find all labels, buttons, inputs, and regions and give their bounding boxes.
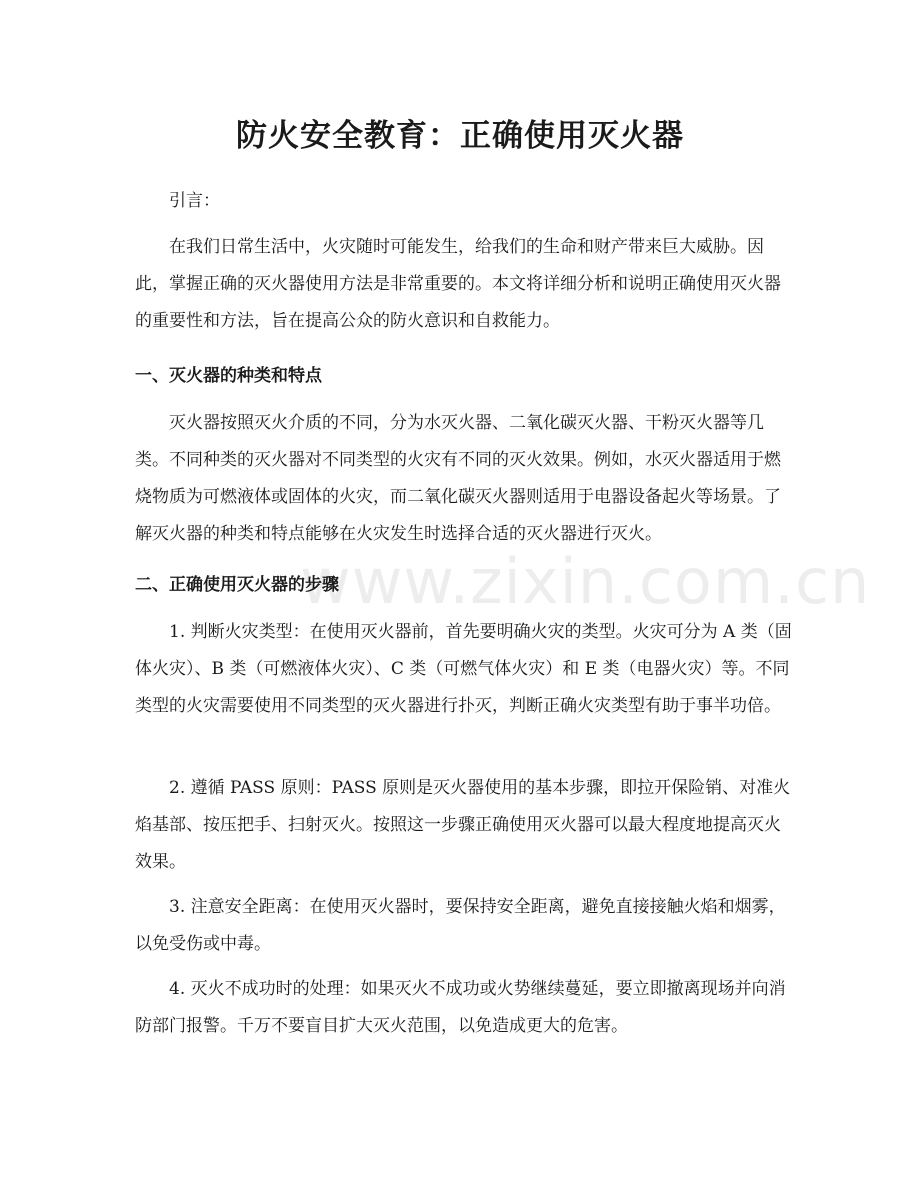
section2-heading: 二、正确使用灭火器的步骤: [135, 575, 339, 595]
step-4: 4. 灭火不成功时的处理：如果灭火不成功或火势继续蔓延，要立即撤离现场并向消防部门报警。千万不要盲目扩大灭火范围，以免造成更大的危害。: [135, 979, 786, 1036]
intro-label: 引言：: [169, 191, 220, 211]
watermark: www.zixin.com.cn: [300, 545, 871, 618]
step-3: 3. 注意安全距离：在使用灭火器时，要保持安全距离，避免直接接触火焰和烟雾，以免受伤或中毒。: [135, 897, 786, 954]
document-title: 防火安全教育：正确使用灭火器: [236, 118, 684, 154]
section1-heading: 一、灭火器的种类和特点: [135, 366, 322, 386]
step-1: 1. 判断火灾类型：在使用灭火器前，首先要明确火灾的类型。火灾可分为 A 类（固体火灾）、B 类（可燃液体火灾）、C 类（可燃气体火灾）和 E 类（电器火灾）等。不同类型的火灾需要使用不同类型的灭火器进行扑灭，判断正确火灾类型有助于事半功倍。: [135, 622, 792, 716]
section1-paragraph: 灭火器按照灭火介质的不同，分为水灭火器、二氧化碳灭火器、干粉灭火器等几类。不同种类的灭火器对不同类型的火灾有不同的灭火效果。例如，水灭火器适用于燃烧物质为可燃液体或固体的火灾，而二氧化碳灭火器则适用于电器设备起火等场景。了解灭火器的种类和特点能够在火灾发生时选择合适的灭火器进行灭火。: [135, 413, 781, 544]
intro-paragraph: 在我们日常生活中，火灾随时可能发生，给我们的生命和财产带来巨大威胁。因此，掌握正确的灭火器使用方法是非常重要的。本文将详细分析和说明正确使用灭火器的重要性和方法，旨在提高公众的防火意识和自救能力。: [135, 237, 781, 331]
step-2: 2. 遵循 PASS 原则：PASS 原则是灭火器使用的基本步骤，即拉开保险销、对准火焰基部、按压把手、扫射灭火。按照这一步骤正确使用灭火器可以最大程度地提高灭火效果。: [135, 778, 791, 872]
